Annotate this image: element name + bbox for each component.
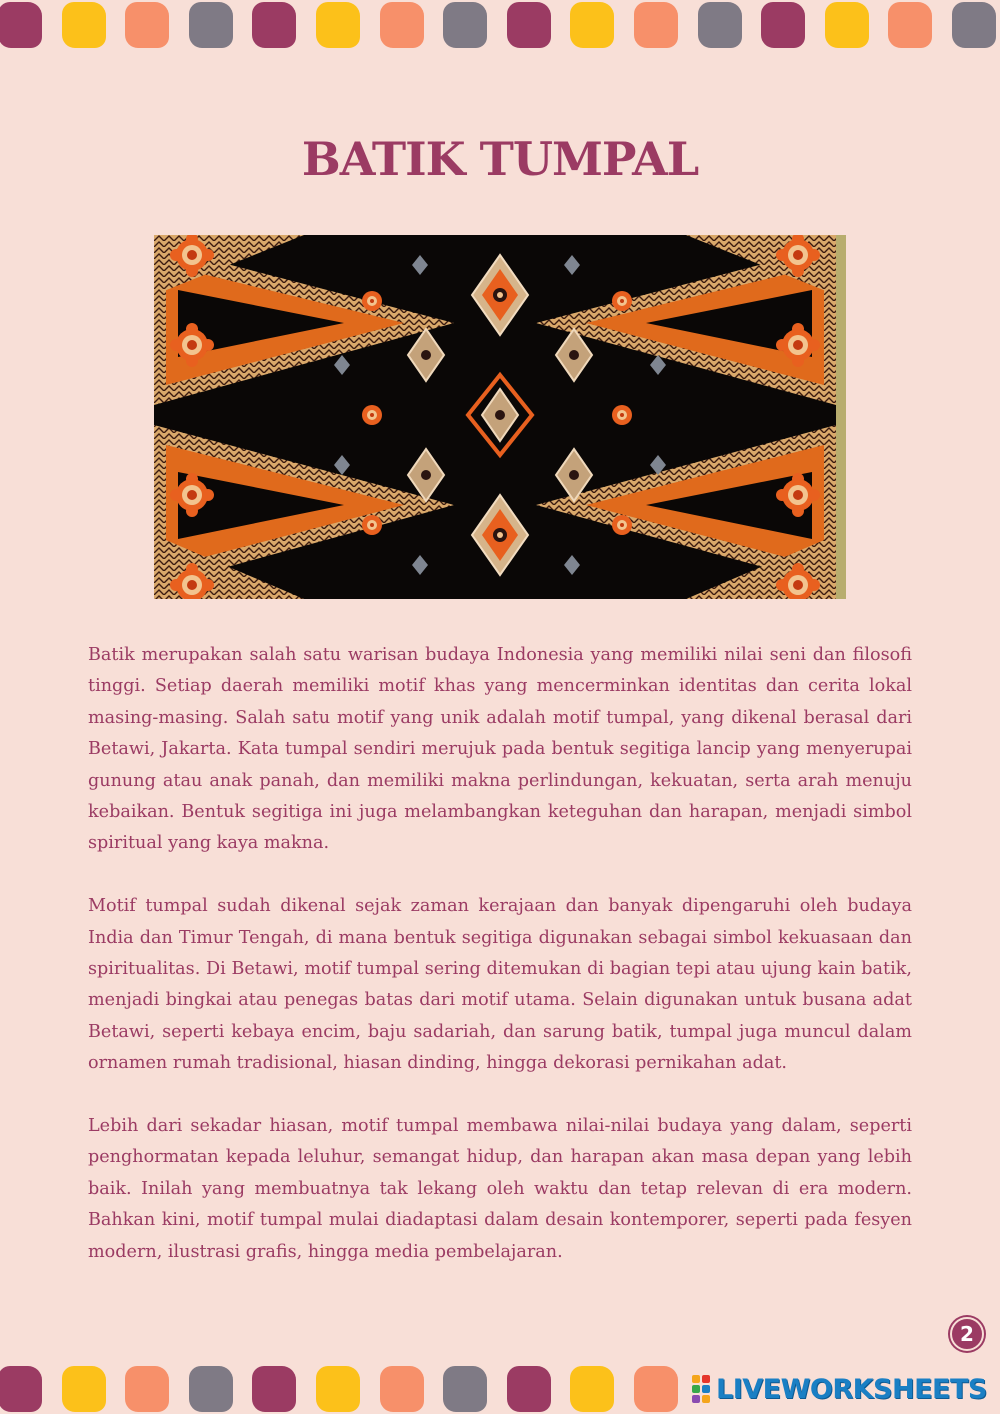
border-dot (252, 2, 296, 48)
border-dot (888, 2, 932, 48)
liveworksheets-logo-text: LIVEWORKSHEETS (716, 1373, 987, 1405)
paragraph-1: Batik merupakan salah satu warisan budaya Indonesia yang memiliki nilai seni dan filosofi tinggi. Setiap daerah memiliki motif khas yang mencerminkan identitas dan cerita lokal masing-masing. Salah satu motif yang unik adalah motif tumpal, yang dikenal berasal dari Betawi, Jakarta. Kata tumpal sendiri merujuk pada bentuk segitiga lancip yang menyerupai gunung atau anak panah, dan memiliki makna perlindungan, kekuatan, serta arah menuju kebaikan. Bentuk segitiga ini juga melambangkan keteguhan dan harapan, menjadi simbol spiritual yang kaya makna. (88, 645, 912, 854)
border-dot (570, 1366, 614, 1412)
border-dot (507, 2, 551, 48)
border-dot (0, 1366, 42, 1412)
border-dot (570, 2, 614, 48)
border-dot (952, 2, 996, 48)
border-dot (634, 1366, 678, 1412)
batik-pattern-illustration (154, 235, 846, 599)
border-dot (825, 2, 869, 48)
paragraph-2: Motif tumpal sudah dikenal sejak zaman kerajaan dan banyak dipengaruhi oleh budaya India dan Timur Tengah, di mana bentuk segitiga digunakan sebagai simbol kekuasaan dan spiritualitas. Di Betawi, motif tumpal sering ditemukan di bagian tepi atau ujung kain batik, menjadi bingkai atau penegas batas dari motif utama. Selain digunakan untuk busana adat Betawi, seperti kebaya encim, baju sadariah, dan sarung batik, tumpal juga muncul dalam ornamen rumah tradisional, hiasan dinding, hingga dekorasi pernikahan adat. (88, 896, 912, 1074)
border-dot (634, 2, 678, 48)
border-dot (125, 1366, 169, 1412)
border-dot (62, 2, 106, 48)
border-dot (443, 2, 487, 48)
border-dot (761, 2, 805, 48)
page-title: BATIK TUMPAL (301, 132, 699, 186)
border-dot (443, 1366, 487, 1412)
batik-tumpal-image (154, 235, 846, 599)
top-dot-border (0, 0, 1000, 50)
paragraph-3: Lebih dari sekadar hiasan, motif tumpal membawa nilai-nilai budaya yang dalam, seperti penghormatan kepada leluhur, semangat hidup, dan harapan akan masa depan yang lebih baik. Inilah yang membuatnya tak lekang oleh waktu dan tetap relevan di era modern. Bahkan kini, motif tumpal mulai diadaptasi dalam desain kontemporer, seperti pada fesyen modern, ilustrasi grafis, hingga media pembelajaran. (88, 1116, 912, 1262)
border-dot (252, 1366, 296, 1412)
border-dot (189, 1366, 233, 1412)
border-dot (62, 1366, 106, 1412)
page-number-badge: 2 (950, 1317, 984, 1351)
liveworksheets-logo[interactable] (692, 1372, 987, 1406)
border-dot (380, 2, 424, 48)
border-dot (189, 2, 233, 48)
border-dot (316, 2, 360, 48)
border-dot (698, 2, 742, 48)
border-dot (507, 1366, 551, 1412)
border-dot (380, 1366, 424, 1412)
border-dot (316, 1366, 360, 1412)
border-dot (0, 2, 42, 48)
liveworksheets-logo-icon (692, 1375, 712, 1403)
border-dot (125, 2, 169, 48)
article-body (88, 640, 912, 1299)
